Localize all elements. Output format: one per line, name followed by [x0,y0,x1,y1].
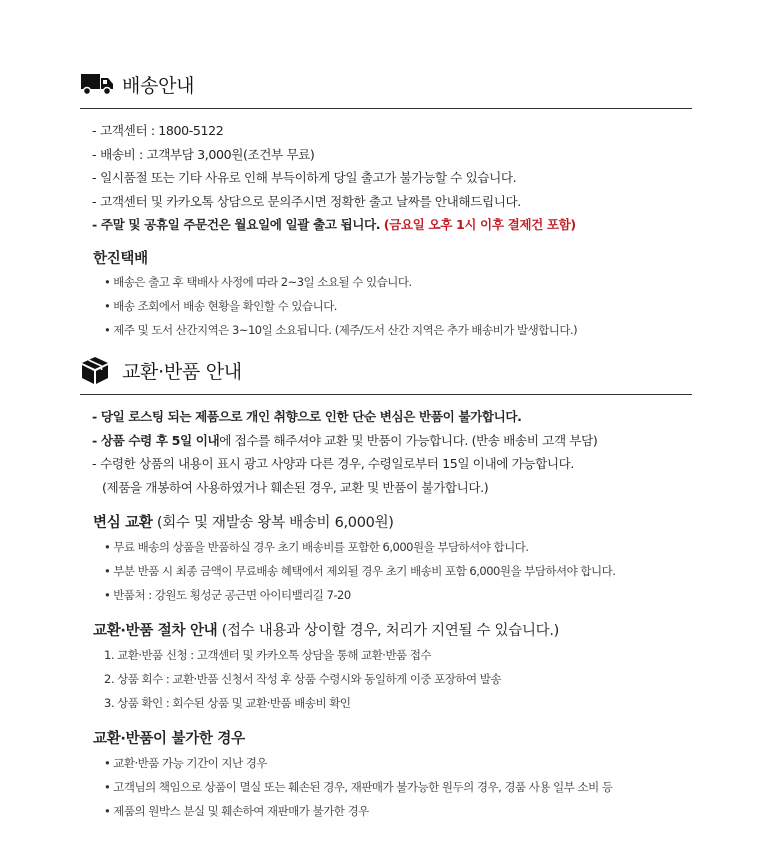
change-mind-item: • 부분 반품 시 최종 금액이 무료배송 혜택에서 제외될 경우 초기 배송비 포함 6,000원을 부담하셔야 합니다. [104,564,616,578]
courier-item: • 배송 조회에서 배송 현황을 확인할 수 있습니다. [104,298,337,313]
shipping-divider [80,108,692,109]
box-icon [80,355,114,385]
returns-item: - 수령한 상품의 내용이 표시 광고 사양과 다른 경우, 수령일로부터 15일 이내에 가능합니다. [92,456,575,471]
shipping-title: 배송안내 [122,74,195,97]
returns-divider [80,394,692,395]
shipping-item: - 배송비 : 고객부담 3,000원(조건부 무료) [92,146,315,162]
shipping-item: - 일시품절 또는 기타 사유로 인해 부득이하게 당일 출고가 불가능할 수 있습니다. [92,170,517,185]
returns-item: - 상품 수령 후 5일 이내에 접수를 해주셔야 교환 및 반품이 가능합니다. (반송 배송비 고객 부담) [92,432,598,448]
shipping-notice-highlight: (금요일 오후 1시 이후 결제건 포함) [383,217,576,232]
returns-note: (제품을 개봉하여 사용하였거나 훼손된 경우, 교환 및 반품이 불가합니다.) [102,479,489,495]
returns-section [80,350,692,823]
procedure-step: 2. 상품 회수 : 교환·반품 신청서 작성 후 상품 수령시와 동일하게 이중 포장하여 발송 [104,672,502,686]
shipping-item: - 고객센터 및 카카오톡 상담으로 문의주시면 정확한 출고 날짜를 안내해드립니다. [92,193,521,209]
shipping-header [80,64,692,104]
procedure-list [80,643,692,715]
not-allowed-list [80,751,692,823]
courier-item: • 제주 및 도서 산간지역은 3~10일 소요됩니다. (제주/도서 산간 지역은 추가 배송비가 발생합니다.) [104,322,578,337]
courier-list [80,270,692,342]
courier-item: • 배송은 출고 후 택배사 사정에 따라 2~3일 소요될 수 있습니다. [104,274,412,289]
change-mind-title: 변심 교환 (회수 및 재발송 왕복 배송비 6,000원) [93,515,394,531]
change-mind-list [80,535,692,607]
truck-icon [80,69,114,99]
shipping-item: - 고객센터 : 1800-5122 [92,123,224,138]
not-allowed-item: • 제품의 원박스 분실 및 훼손하여 재판매가 불가한 경우 [104,804,369,818]
change-mind-item: • 무료 배송의 상품을 반품하실 경우 초기 배송비를 포함한 6,000원을 부담하셔야 합니다. [104,540,529,554]
returns-list [80,405,692,476]
shipping-list [80,119,692,237]
courier-title: 한진택배 [93,250,148,267]
returns-item: - 당일 로스팅 되는 제품으로 개인 취향으로 인한 단순 변심은 반품이 불가합니다. [92,409,522,424]
not-allowed-item: • 고객님의 책임으로 상품이 멸실 또는 훼손된 경우, 재판매가 불가능한 원두의 경우, 경품 사용 일부 소비 등 [104,780,613,794]
not-allowed-item: • 교환·반품 가능 기간이 지난 경우 [104,756,267,770]
procedure-step: 1. 교환·반품 신청 : 고객센터 및 카카오톡 상담을 통해 교환·반품 접수 [104,648,432,662]
not-allowed-title: 교환·반품이 불가한 경우 [93,731,245,747]
returns-header [80,350,692,390]
procedure-step: 3. 상품 확인 : 회수된 상품 및 교환·반품 배송비 확인 [104,696,351,710]
change-mind-item: • 반품처 : 강원도 횡성군 공근면 아이티밸리길 7-20 [104,588,351,602]
returns-title: 교환·반품 안내 [122,360,242,383]
shipping-section [80,64,692,342]
procedure-title: 교환·반품 절차 안내 (접수 내용과 상이할 경우, 처리가 지연될 수 있습니다.) [93,623,560,639]
shipping-notice: - 주말 및 공휴일 주문건은 월요일에 일괄 출고 됩니다. (금요일 오후 1시 이후 결제건 포함) [92,217,576,232]
